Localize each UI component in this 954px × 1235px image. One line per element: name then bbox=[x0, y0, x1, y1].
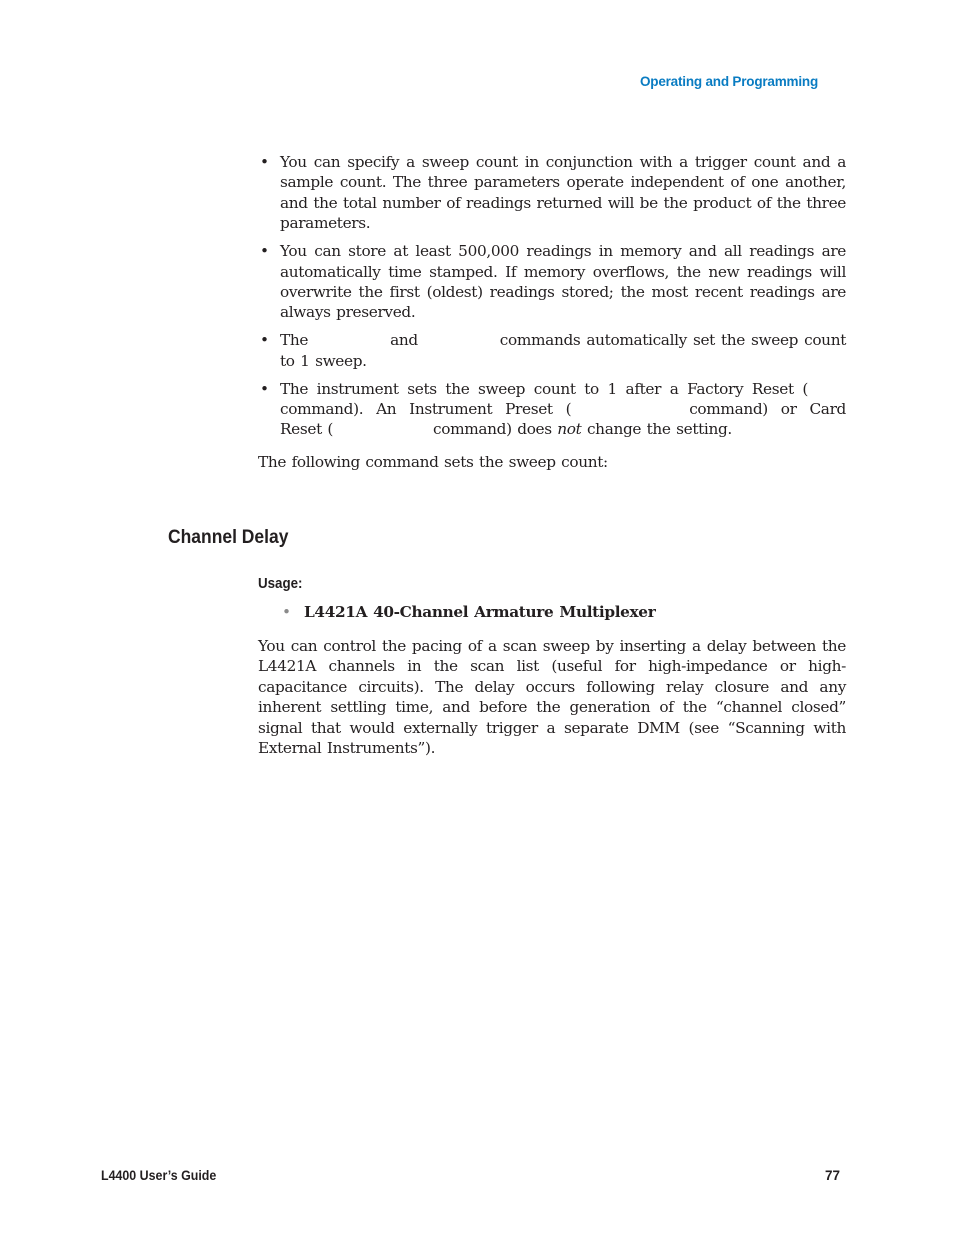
page-number: 77 bbox=[824, 1168, 840, 1183]
bullet-icon: • bbox=[260, 153, 269, 171]
following-text: The following command sets the sweep count: bbox=[258, 452, 608, 471]
list-item: • The and commands automatically set the sweep count to 1 sweep. bbox=[260, 331, 846, 370]
footer-guide-title: L4400 User’s Guide bbox=[101, 1168, 217, 1183]
bullet-icon: • bbox=[282, 603, 291, 621]
usage-label: Usage: bbox=[258, 576, 303, 592]
bullet-icon: • bbox=[260, 331, 269, 350]
section-title: Channel Delay bbox=[168, 527, 289, 548]
bullet-icon: • bbox=[260, 379, 269, 398]
main-content bbox=[258, 152, 846, 472]
list-item: • You can store at least 500,000 readings in memory and all readings are automatically time stamped. If memory overflows, the new readings will overwrite the first (oldest) readings stored; the most recent readings are always preserved. bbox=[260, 242, 846, 322]
running-header: Operating and Programming bbox=[639, 74, 818, 89]
list-item: • You can specify a sweep count in conjunction with a trigger count and a sample count. The three parameters operate independent of one another, and the total number of readings returned will be the product of the three parameters. bbox=[260, 153, 846, 233]
bullet-list bbox=[258, 152, 846, 440]
section-body: You can control the pacing of a scan sweep by inserting a delay between the L4421A channels in the scan list (useful for high-impedance or high-capacitance circuits). The delay occurs following relay closure and any inherent settling time, and before the generation of the “channel closed” signal that would externally trigger a separate DMM (see “Scanning with External Instruments”). bbox=[258, 637, 846, 758]
list-item: • The instrument sets the sweep count to 1 after a Factory Reset (command). An Instrument Preset ( command) or Card Reset ( command) does not change the setting. bbox=[260, 379, 846, 439]
usage-item: • L4421A 40-Channel Armature Multiplexer bbox=[282, 603, 656, 621]
bullet-icon: • bbox=[260, 242, 269, 261]
